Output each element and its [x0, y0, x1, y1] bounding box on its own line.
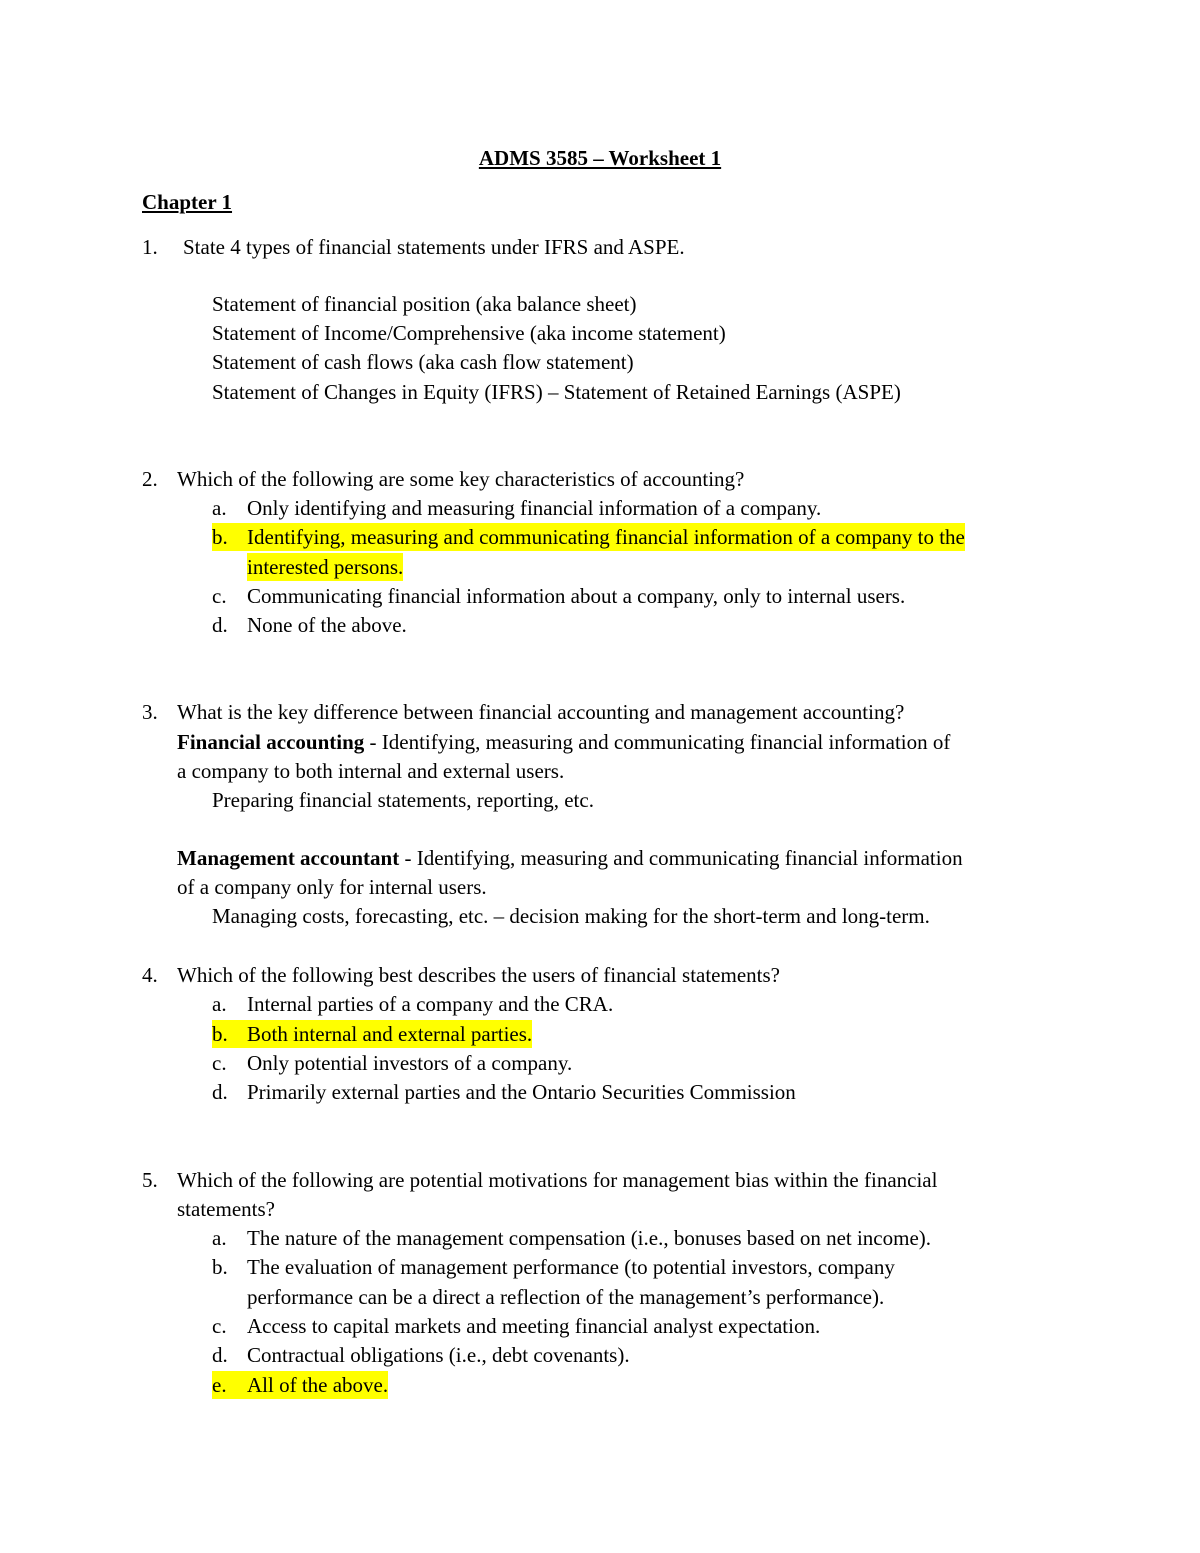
q3-financial-note: Preparing financial statements, reporting, etc. — [212, 788, 594, 812]
q1-answer: Statement of cash flows (aka cash flow statement) — [212, 350, 634, 374]
q5-option-d: Contractual obligations (i.e., debt covenants). — [247, 1343, 630, 1367]
q4-option-letter: b. — [212, 1020, 247, 1048]
q3-financial-accounting — [177, 728, 950, 756]
q1-answer: Statement of Income/Comprehensive (aka income statement) — [212, 321, 726, 345]
q4-option-d: Primarily external parties and the Ontario Securities Commission — [247, 1080, 796, 1104]
q4-option-letter: c. — [212, 1051, 227, 1075]
q5-option-letter: a. — [212, 1226, 227, 1250]
q2-option-b-correct: Identifying, measuring and communicating financial information of a company to the — [247, 525, 965, 549]
q5-option-letter: d. — [212, 1343, 228, 1367]
q2-number: 2. — [142, 467, 158, 491]
q4-option-b-correct: Both internal and external parties. — [247, 1022, 533, 1046]
q5-option-a: The nature of the management compensation (i.e., bonuses based on net income). — [247, 1226, 932, 1250]
q2-option-c: Communicating financial information about a company, only to internal users. — [247, 584, 906, 608]
q4-option-letter: d. — [212, 1080, 228, 1104]
q2-option-d: None of the above. — [247, 613, 407, 637]
q2-option-a: Only identifying and measuring financial information of a company. — [247, 496, 822, 520]
q2-option-letter: d. — [212, 613, 228, 637]
q4-option-c: Only potential investors of a company. — [247, 1051, 573, 1075]
q2-option-letter: c. — [212, 584, 227, 608]
q5-option-b: The evaluation of management performance (to potential investors, company — [247, 1255, 895, 1279]
q3-management-continued: of a company only for internal users. — [177, 875, 487, 899]
q1-answer: Statement of financial position (aka balance sheet) — [212, 292, 637, 316]
q5-option-c: Access to capital markets and meeting financial analyst expectation. — [247, 1314, 821, 1338]
q3-management-note: Managing costs, forecasting, etc. – decision making for the short-term and long-term. — [212, 904, 930, 928]
q5-option-letter: c. — [212, 1314, 227, 1338]
q1-answer: Statement of Changes in Equity (IFRS) – Statement of Retained Earnings (ASPE) — [212, 380, 901, 404]
q5-number: 5. — [142, 1168, 158, 1192]
q5-option-b-continued: performance can be a direct a reflection of the management’s performance). — [247, 1285, 885, 1309]
q2-option-letter: a. — [212, 496, 227, 520]
q4-number: 4. — [142, 963, 158, 987]
q1-question: State 4 types of financial statements under IFRS and ASPE. — [183, 235, 685, 259]
q3-number: 3. — [142, 700, 158, 724]
q3-financial-accounting-continued: a company to both internal and external users. — [177, 759, 565, 783]
q4-option-letter: a. — [212, 992, 227, 1016]
q2-question: Which of the following are some key characteristics of accounting? — [177, 467, 745, 491]
q5-question-continued: statements? — [177, 1197, 275, 1221]
document-title: ADMS 3585 – Worksheet 1 — [478, 146, 722, 170]
q5-question: Which of the following are potential motivations for management bias within the financial — [177, 1168, 938, 1192]
financial-accounting-definition: - Identifying, measuring and communicating financial information of — [364, 730, 951, 754]
term-management-accountant: Management accountant — [177, 846, 400, 870]
term-financial-accounting: Financial accounting — [177, 730, 365, 754]
q4-option-a: Internal parties of a company and the CRA. — [247, 992, 614, 1016]
q2-option-b-continued: interested persons. — [247, 555, 404, 579]
q2-option-letter: b. — [212, 523, 247, 551]
q5-option-e-correct: All of the above. — [247, 1373, 389, 1397]
q5-option-letter: e. — [212, 1371, 247, 1399]
q3-question: What is the key difference between financial accounting and management accounting? — [177, 700, 905, 724]
q5-option-letter: b. — [212, 1255, 228, 1279]
q1-number: 1. — [142, 235, 158, 259]
q4-question: Which of the following best describes the users of financial statements? — [177, 963, 780, 987]
chapter-heading: Chapter 1 — [142, 190, 233, 214]
q3-management-accountant — [177, 844, 963, 872]
management-accountant-definition: - Identifying, measuring and communicating financial information — [399, 846, 963, 870]
